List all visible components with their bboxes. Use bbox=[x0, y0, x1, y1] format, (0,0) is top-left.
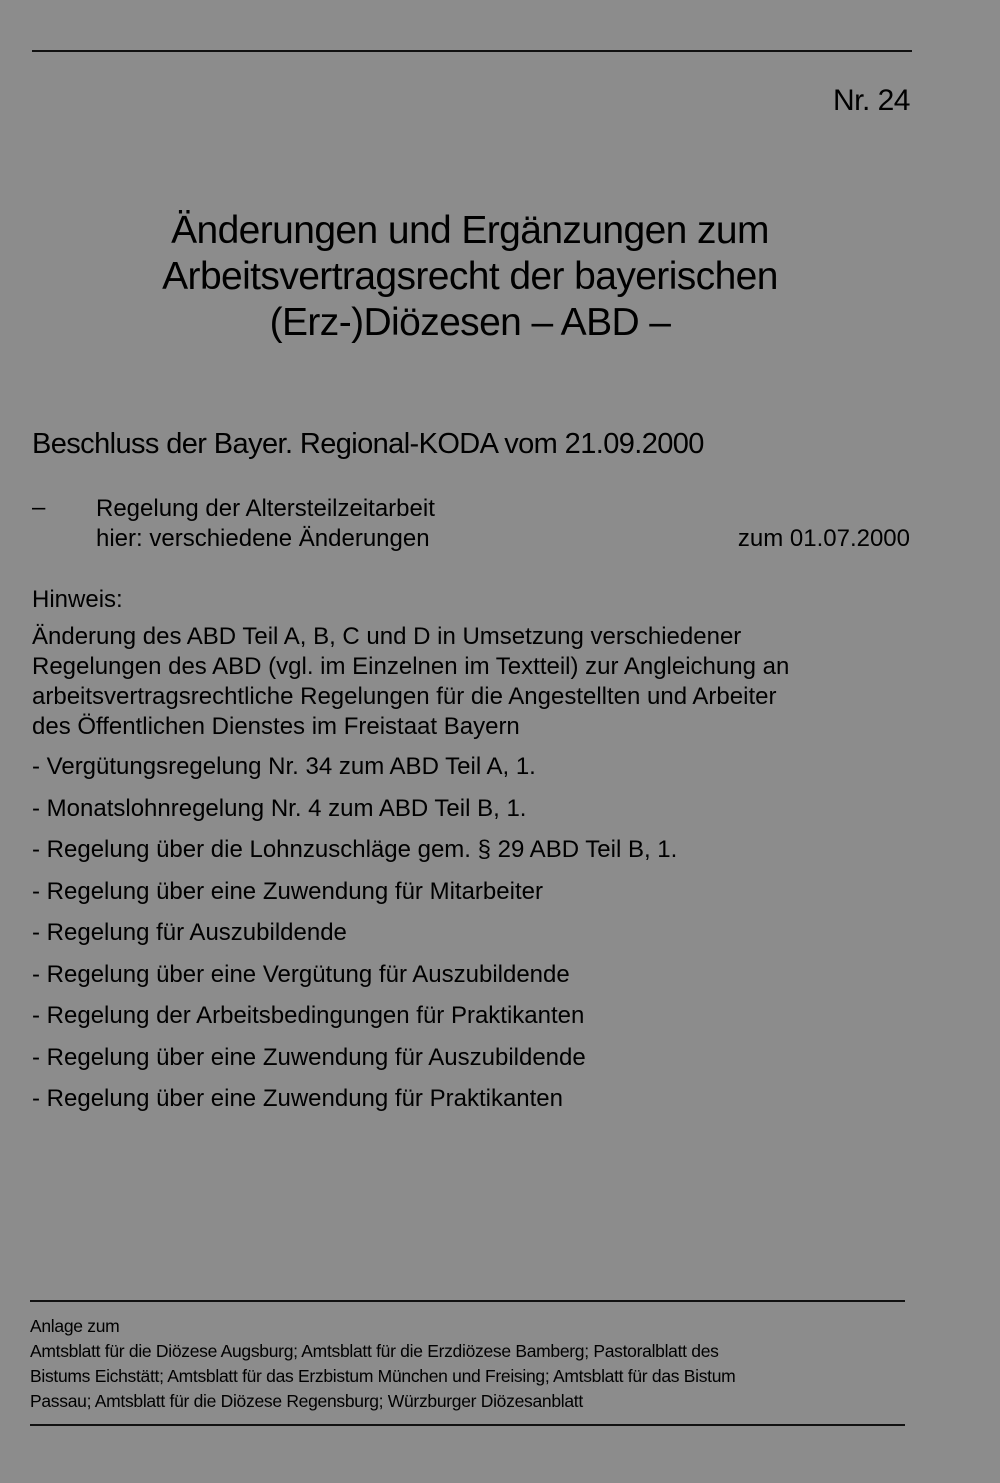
footer-line: Amtsblatt für die Diözese Augsburg; Amtsblatt für die Erzdiözese Bamberg; Pastoralblatt des bbox=[30, 1341, 719, 1361]
regulation-list bbox=[32, 752, 677, 1126]
hint-line: arbeitsvertragsrechtliche Regelungen für die Angestellten und Arbeiter bbox=[32, 683, 777, 710]
footer-line: Bistums Eichstätt; Amtsblatt für das Erzbistum München und Freising; Amtsblatt für das Bistum bbox=[30, 1366, 736, 1386]
list-item: - Regelung für Auszubildende bbox=[32, 919, 347, 946]
list-item: - Regelung der Arbeitsbedingungen für Praktikanten bbox=[32, 1002, 585, 1029]
list-item: - Regelung über eine Zuwendung für Mitarbeiter bbox=[32, 877, 543, 905]
item-dash: – bbox=[32, 494, 46, 521]
document-title bbox=[0, 208, 940, 346]
title-line: (Erz-)Diözesen – ABD – bbox=[269, 301, 671, 344]
list-item: - Regelung über eine Zuwendung für Praktikanten bbox=[32, 1085, 563, 1112]
hint-line: des Öffentlichen Dienstes im Freistaat Bayern bbox=[32, 713, 520, 740]
list-item: - Regelung über eine Zuwendung für Auszubildende bbox=[32, 1043, 586, 1071]
first-item-date: zum 01.07.2000 bbox=[737, 525, 910, 552]
top-rule bbox=[32, 50, 912, 52]
list-item: - Regelung über eine Vergütung für Auszubildende bbox=[32, 960, 570, 988]
resolution-heading: Beschluss der Bayer. Regional-KODA vom 21.09.2000 bbox=[32, 428, 704, 460]
footer-note bbox=[30, 1314, 900, 1414]
footer-bottom-rule bbox=[30, 1424, 905, 1426]
hint-line: Änderung des ABD Teil A, B, C und D in Umsetzung verschiedener bbox=[32, 623, 742, 650]
footer-line: Passau; Amtsblatt für die Diözese Regensburg; Würzburger Diözesanblatt bbox=[30, 1391, 583, 1411]
first-item-text bbox=[96, 494, 435, 554]
first-item-line: hier: verschiedene Änderungen bbox=[96, 525, 430, 552]
title-line: Änderungen und Ergänzungen zum bbox=[171, 209, 769, 252]
list-item: - Monatslohnregelung Nr. 4 zum ABD Teil B, 1. bbox=[32, 794, 527, 822]
footer-line: Anlage zum bbox=[30, 1316, 120, 1336]
title-line: Arbeitsvertragsrecht der bayerischen bbox=[162, 255, 778, 298]
list-item: - Regelung über die Lohnzuschläge gem. § 29 ABD Teil B, 1. bbox=[32, 836, 678, 863]
footer-top-rule bbox=[30, 1300, 905, 1302]
document-number: Nr. 24 bbox=[832, 84, 910, 117]
list-item: - Vergütungsregelung Nr. 34 zum ABD Teil A, 1. bbox=[32, 753, 536, 780]
hint-label: Hinweis: bbox=[32, 586, 123, 613]
hint-line: Regelungen des ABD (vgl. im Einzelnen im Textteil) zur Angleichung an bbox=[32, 653, 790, 680]
hint-text bbox=[32, 622, 789, 742]
first-item-line: Regelung der Altersteilzeitarbeit bbox=[96, 495, 435, 522]
